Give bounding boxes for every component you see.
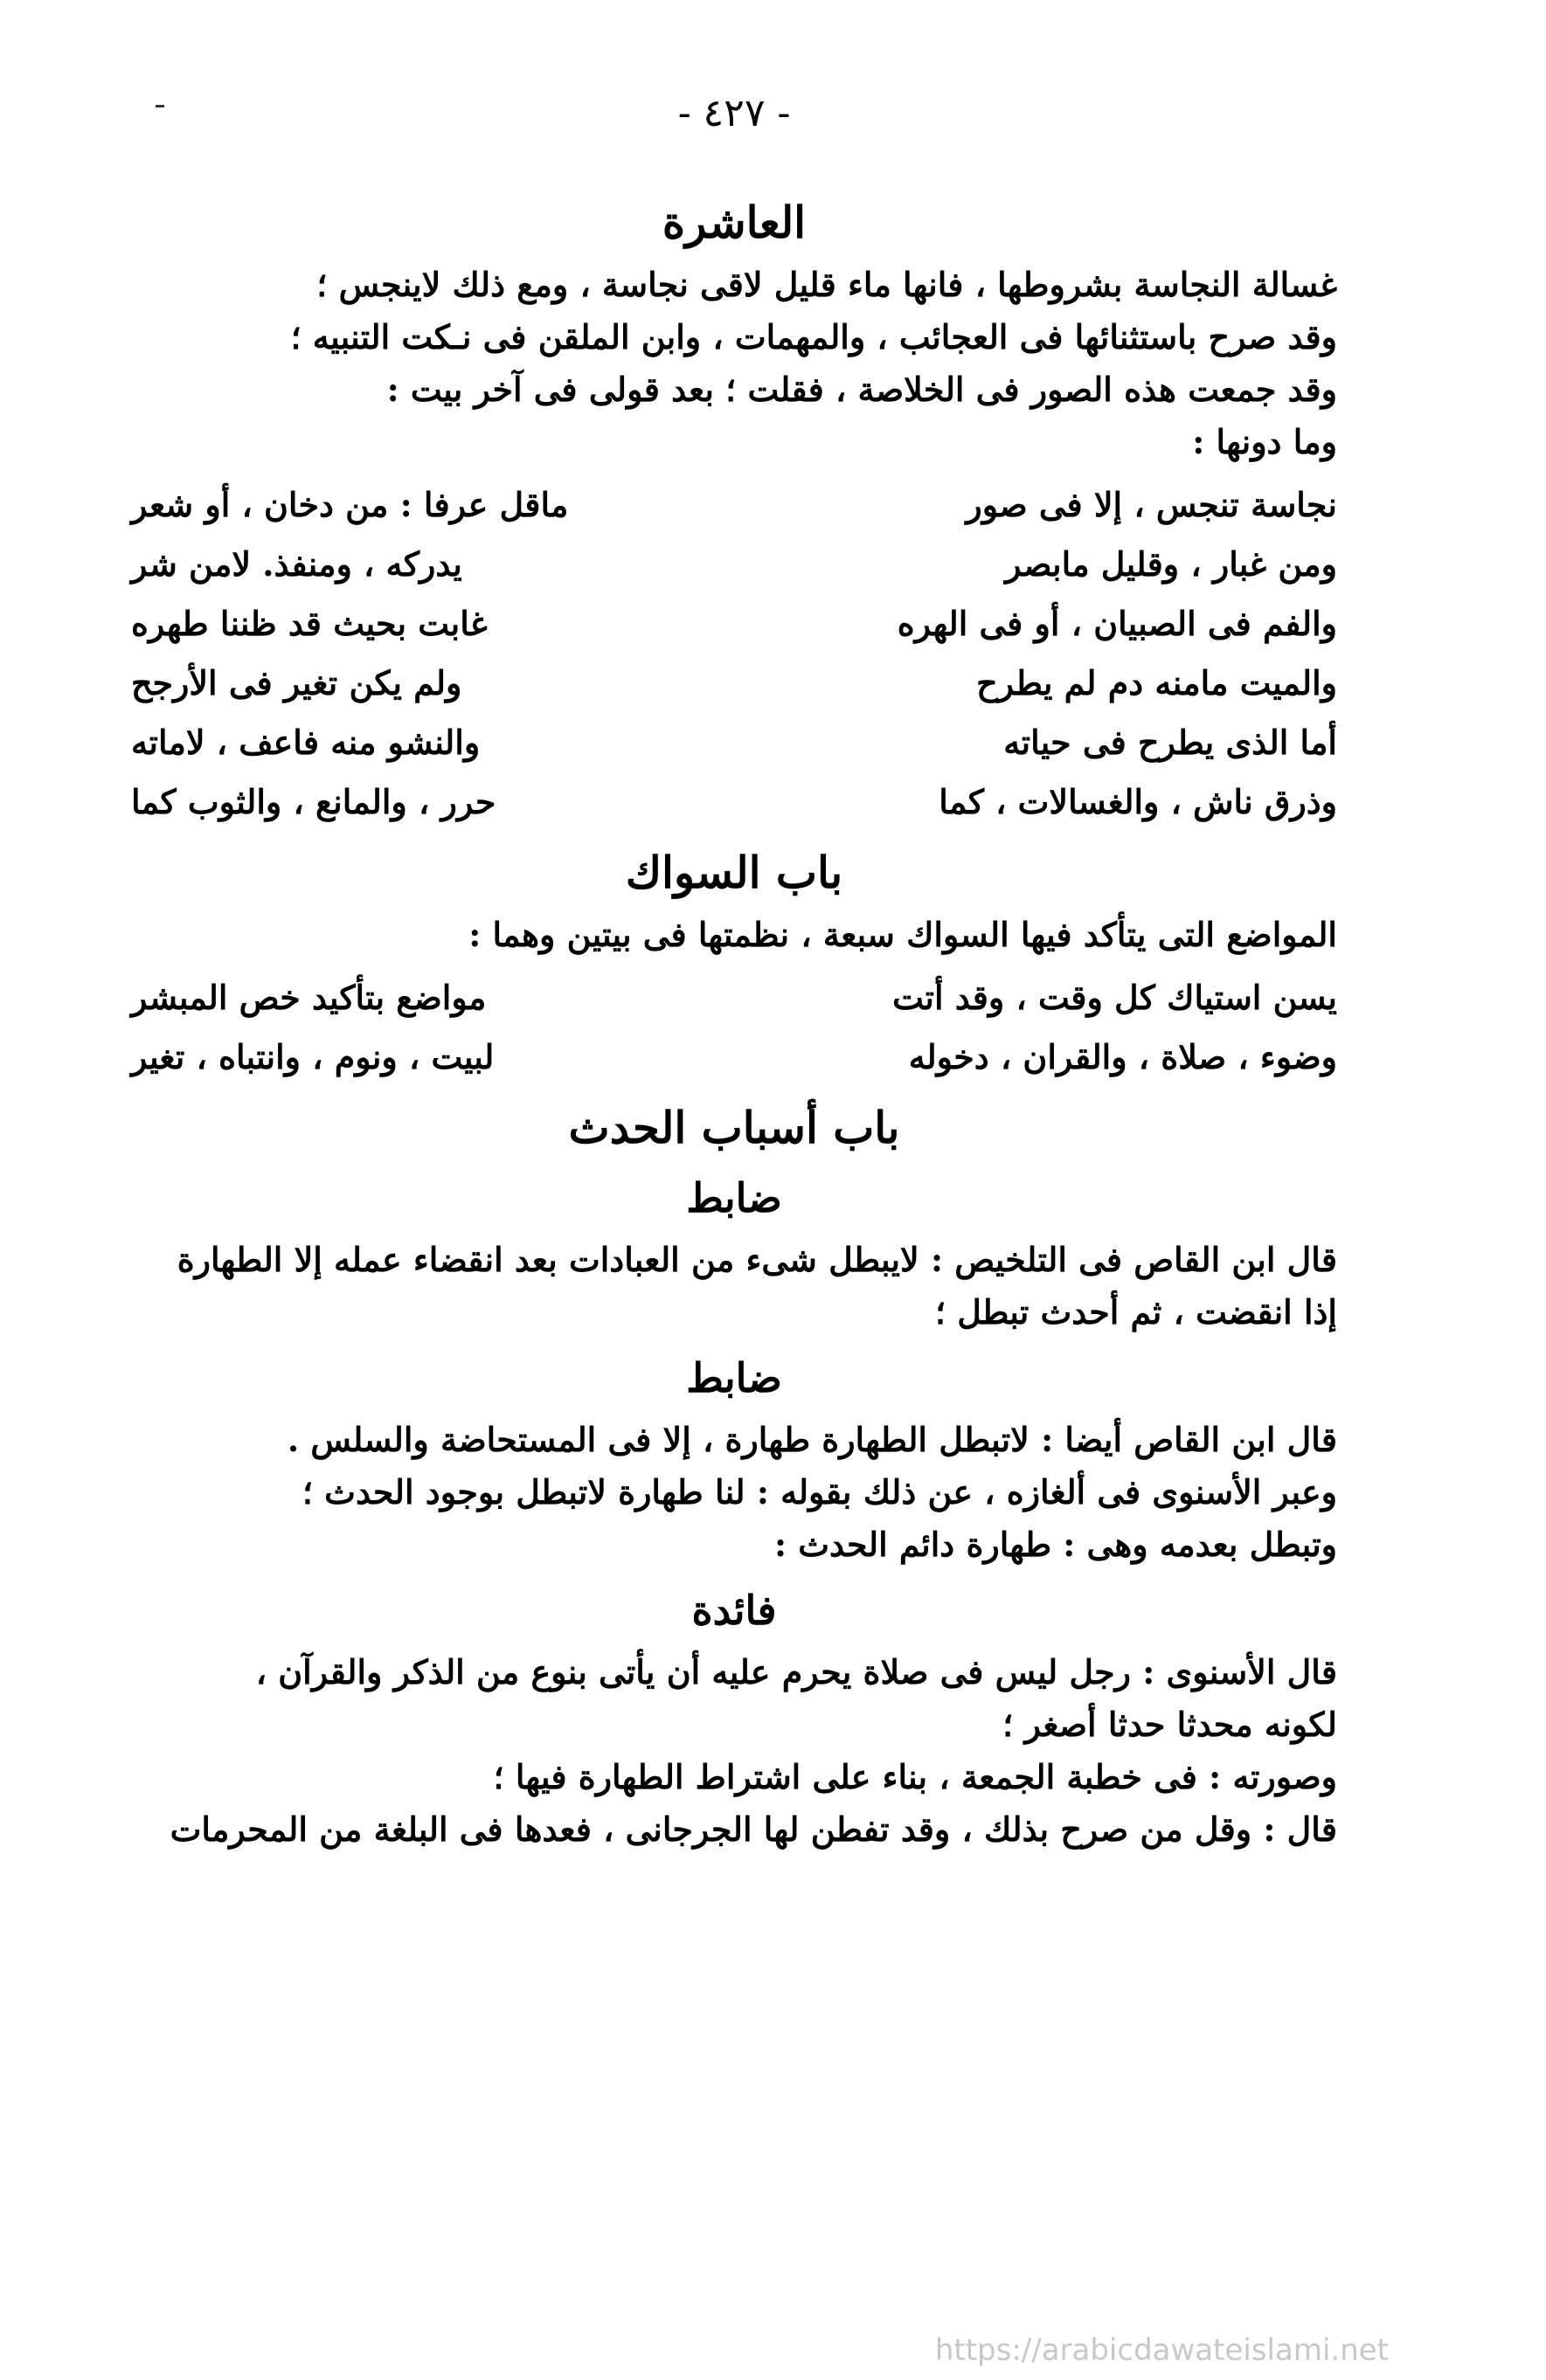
watermark-url: https://arabicdawateislami.net	[934, 2333, 1389, 2368]
verse-line	[131, 1027, 1337, 1087]
paragraph: وتبطل بعدمه وهى : طهارة دائم الحدث :	[774, 1525, 1337, 1564]
subsection-heading: ضابط	[686, 1354, 782, 1401]
paragraph: وقد صرح باستثنائها فى العجائب ، والمهمات ، وابن الملقن فى نـكت التنبيه ؛	[290, 317, 1337, 356]
verse-line	[131, 535, 1337, 594]
paragraph: وصورته : فى خطبة الجمعة ، بناء على اشتراط الطهارة فيها ؛	[493, 1757, 1337, 1796]
verse-first-hemistich: يسن استياك كل وقت ، وقد أتت	[892, 978, 1337, 1017]
section-siwak	[131, 842, 1337, 1087]
paragraph: وعبر الأسنوى فى ألغازه ، عن ذلك بقوله : لنا طهارة لاتبطل بوجود الحدث ؛	[302, 1472, 1337, 1512]
verse-second-hemistich: ولم يكن تغير فى الأرجح	[131, 663, 462, 702]
paragraph: لكونه محدثا حدثا أصغر ؛	[1002, 1705, 1337, 1744]
paragraph: قال ابن القاص فى التلخيص : لايبطل شىء من العبادات بعد انقضاء عمله إلا الطهارة	[177, 1240, 1337, 1279]
verse-second-hemistich: لبيت ، ونوم ، وانتباه ، تغير	[131, 1037, 495, 1076]
verse-line	[131, 713, 1337, 772]
verse-second-hemistich: ماقل عرفا : من دخان ، أو شعر	[131, 485, 569, 524]
paragraph: وما دونها :	[1192, 422, 1337, 461]
paragraph: قال : وقل من صرح بذلك ، وقد تفطن لها الجرجانى ، فعدها فى البلغة من المحرمات	[170, 1809, 1337, 1849]
verse-first-hemistich: والفم فى الصبيان ، أو فى الهره	[897, 604, 1337, 643]
verse-first-hemistich: أما الذى يطرح فى حياته	[1003, 723, 1337, 762]
verse-second-hemistich: والنشو منه فاعف ، لاماته	[131, 723, 481, 762]
verse-first-hemistich: وضوء ، صلاة ، والقران ، دخوله	[908, 1037, 1337, 1076]
subsection-heading: فائدة	[691, 1587, 777, 1634]
book-page	[131, 87, 1337, 2324]
verse-first-hemistich: ومن غبار ، وقليل مابصر	[1005, 544, 1337, 584]
paragraph: غسالة النجاسة بشروطها ، فانها ماء قليل لاقى نجاسة ، ومع ذلك لاينجس ؛	[316, 265, 1337, 304]
section-rule-1	[131, 1167, 1337, 1339]
section-heading: باب السواك	[625, 847, 843, 898]
verse-first-hemistich: والميت مامنه دم لم يطرح	[976, 663, 1337, 702]
page-number: - ٤٢٧ -	[677, 91, 791, 135]
verse-line	[131, 772, 1337, 832]
section-benefit	[131, 1580, 1337, 1856]
paragraph: قال ابن القاص أيضا : لاتبطل الطهارة طهارة ، إلا فى المستحاضة والسلس .	[287, 1420, 1337, 1459]
verse-line	[131, 594, 1337, 654]
verse-line	[131, 968, 1337, 1027]
paragraph: قال الأسنوى : رجل ليس فى صلاة يحرم عليه أن يأتى بنوع من الذكر والقرآن ،	[255, 1652, 1337, 1692]
subsection-heading: ضابط	[686, 1174, 782, 1221]
paragraph: إذا انقضت ، ثم أحدث تبطل ؛	[934, 1292, 1337, 1332]
verse-second-hemistich: مواضع بتأكيد خص المبشر	[131, 978, 487, 1017]
poem	[131, 475, 1337, 832]
verse-second-hemistich: غابت بحيث قد ظننا طهره	[131, 604, 488, 643]
section-causes-of-hadath	[131, 1097, 1337, 1159]
verse-second-hemistich: حرر ، والمانع ، والثوب كما	[131, 782, 496, 821]
verse-second-hemistich: يدركه ، ومنفذ. لامن شر	[131, 544, 462, 584]
poem	[131, 968, 1337, 1087]
section-heading: العاشرة	[662, 197, 807, 248]
paragraph: وقد جمعت هذه الصور فى الخلاصة ، فقلت ؛ بعد قولى فى آخر بيت :	[386, 370, 1337, 409]
verse-line	[131, 475, 1337, 535]
section-rule-2	[131, 1347, 1337, 1571]
verse-first-hemistich: وذرق ناش ، والغسالات ، كما	[939, 782, 1337, 821]
paragraph: المواضع التى يتأكد فيها السواك سبعة ، نظمتها فى بيتين وهما :	[468, 915, 1337, 954]
verse-first-hemistich: نجاسة تنجس ، إلا فى صور	[966, 485, 1337, 524]
verse-line	[131, 654, 1337, 713]
section-heading: باب أسباب الحدث	[568, 1102, 900, 1153]
section-tenth	[131, 192, 1337, 832]
